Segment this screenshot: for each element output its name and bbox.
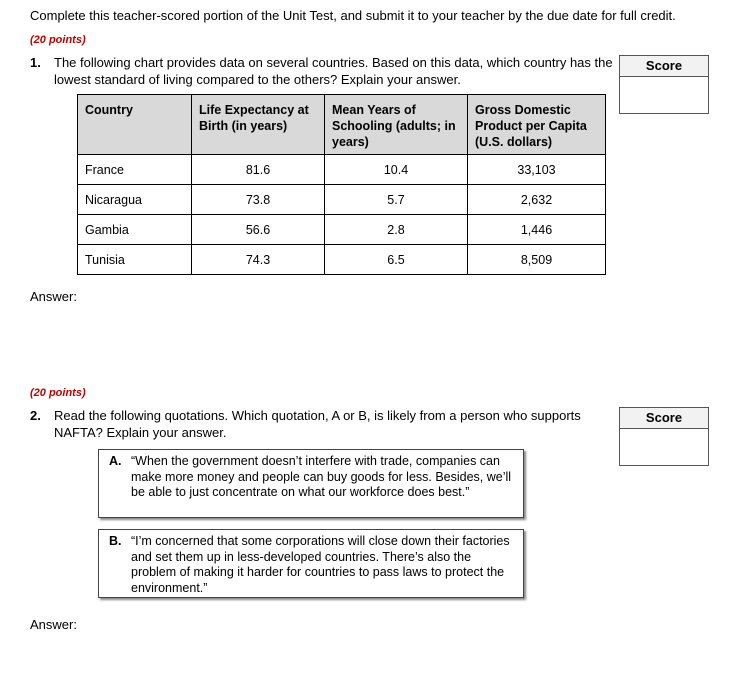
- q2-score-field[interactable]: [620, 429, 708, 465]
- q1-score-label: Score: [620, 56, 708, 77]
- q2-answer-area[interactable]: [30, 636, 610, 676]
- q2-score-label: Score: [620, 408, 708, 429]
- q1-score-box: [619, 55, 709, 114]
- q2-answer-label: Answer:: [30, 617, 77, 632]
- q1-points: (20 points): [30, 34, 86, 46]
- cell-gdp: 8,509: [468, 245, 606, 275]
- cell-country: Gambia: [78, 215, 192, 245]
- q2-number: 2.: [30, 408, 41, 423]
- cell-life-expectancy: 56.6: [192, 215, 325, 245]
- q1-answer-label: Answer:: [30, 289, 77, 304]
- cell-gdp: 33,103: [468, 155, 606, 185]
- table-row: [78, 245, 606, 275]
- q1-answer-area[interactable]: [30, 308, 610, 378]
- header-life-expectancy: Life Expectancy at Birth (in years): [192, 95, 325, 155]
- table-row: [78, 215, 606, 245]
- header-country: Country: [78, 95, 192, 155]
- q1-text: The following chart provides data on several countries. Based on this data, which country has the lowest standard of living compared to the others? Explain your answer.: [54, 55, 613, 87]
- cell-mean-schooling: 10.4: [325, 155, 468, 185]
- cell-mean-schooling: 5.7: [325, 185, 468, 215]
- table-row: [78, 155, 606, 185]
- cell-gdp: 2,632: [468, 185, 606, 215]
- cell-country: Nicaragua: [78, 185, 192, 215]
- quote-b-text: “I’m concerned that some corporations will close down their factories and set them up in less-developed countries. There’s also the problem of making it harder for countries to pass laws to protect the environment.”: [131, 534, 510, 595]
- cell-mean-schooling: 6.5: [325, 245, 468, 275]
- cell-country: France: [78, 155, 192, 185]
- cell-country: Tunisia: [78, 245, 192, 275]
- q2-score-box: [619, 407, 709, 466]
- quote-a-letter: A.: [109, 454, 122, 468]
- cell-life-expectancy: 81.6: [192, 155, 325, 185]
- q2-text: Read the following quotations. Which quotation, A or B, is likely from a person who supports NAFTA? Explain your answer.: [54, 408, 581, 440]
- q1-number: 1.: [30, 55, 41, 70]
- header-gdp-per-capita: Gross Domestic Product per Capita (U.S. dollars): [468, 95, 606, 155]
- q1-score-field[interactable]: [620, 77, 708, 113]
- cell-mean-schooling: 2.8: [325, 215, 468, 245]
- quote-a-text: “When the government doesn’t interfere with trade, companies can make more money and people can buy goods for less. Besides, we’ll be able to just concentrate on what our workforce does best.”: [131, 454, 512, 499]
- quote-b-letter: B.: [109, 534, 122, 548]
- quote-b: [98, 529, 524, 598]
- table-header-row: [78, 95, 606, 155]
- cell-gdp: 1,446: [468, 215, 606, 245]
- q2-points: (20 points): [30, 387, 86, 399]
- quote-a: [98, 449, 524, 518]
- cell-life-expectancy: 74.3: [192, 245, 325, 275]
- table-row: [78, 185, 606, 215]
- header-mean-schooling: Mean Years of Schooling (adults; in years): [325, 95, 468, 155]
- cell-life-expectancy: 73.8: [192, 185, 325, 215]
- country-data-table: [77, 94, 606, 275]
- instructions: Complete this teacher-scored portion of the Unit Test, and submit it to your teacher by the due date for full credit.: [30, 8, 676, 23]
